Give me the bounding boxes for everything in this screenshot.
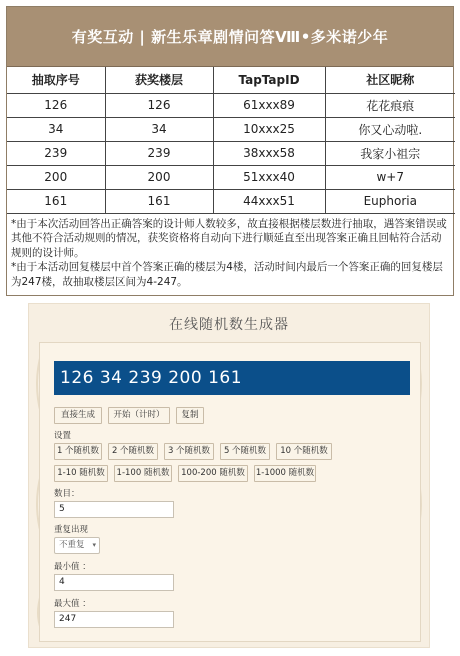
cell-nickname: Euphoria — [325, 189, 455, 213]
cell-winning-floor: 200 — [105, 165, 213, 189]
cell-taptap-id: 51xxx40 — [213, 165, 325, 189]
cell-nickname: 我家小祖宗 — [325, 141, 455, 165]
preset-1-number-button[interactable]: 1 个随机数 — [54, 443, 102, 460]
cell-nickname: w+7 — [325, 165, 455, 189]
note-paragraph-2: *由于本活动回复楼层中首个答案正确的楼层为4楼，活动时间内最后一个答案正确的回复楼层为247楼，故抽取楼层区间为4-247。 — [11, 261, 443, 288]
preset-range-1-10-button[interactable]: 1-10 随机数 — [54, 465, 108, 482]
settings-label: 设置 — [54, 431, 72, 441]
winners-table — [7, 67, 455, 214]
start-timer-button[interactable]: 开始（计时） — [108, 407, 170, 424]
banner-title: 有奖互动 | 新生乐章剧情问答Ⅷ•多米诺少年 — [71, 28, 389, 46]
copy-button[interactable]: 复制 — [176, 407, 204, 424]
random-number-generator — [28, 303, 430, 648]
cell-winning-floor: 161 — [105, 189, 213, 213]
min-label: 最小值 ： — [54, 562, 91, 572]
generator-title: 在线随机数生成器 — [169, 317, 289, 333]
cell-nickname: 你又心动啦. — [325, 117, 455, 141]
table-row — [7, 189, 455, 213]
cell-draw-number: 200 — [7, 165, 105, 189]
winner-announcement-card — [6, 6, 454, 296]
cell-winning-floor: 34 — [105, 117, 213, 141]
count-label: 数目： — [54, 489, 80, 499]
cell-draw-number: 161 — [7, 189, 105, 213]
column-header-taptap-id: TapTapID — [213, 67, 325, 93]
table-row — [7, 117, 455, 141]
cell-taptap-id: 44xxx51 — [213, 189, 325, 213]
column-header-nickname: 社区昵称 — [325, 67, 455, 93]
cell-winning-floor: 126 — [105, 93, 213, 117]
note-paragraph-1: *由于本次活动回答出正确答案的设计师人数较多，故直接根据楼层数进行抽取，遇答案错误或其他不符合活动规则的情况，获奖资格将自动向下进行顺延直至出现答案正确且回帖符合活动规则的设计师。 — [11, 217, 447, 259]
cell-winning-floor: 239 — [105, 141, 213, 165]
table-row — [7, 93, 455, 117]
preset-3-numbers-button[interactable]: 3 个随机数 — [164, 443, 214, 460]
cell-draw-number: 239 — [7, 141, 105, 165]
cell-draw-number: 34 — [7, 117, 105, 141]
chevron-down-icon: ▾ — [92, 541, 96, 549]
repeat-select[interactable] — [54, 537, 100, 554]
rules-notes — [7, 214, 453, 290]
result-display: 126 34 239 200 161 — [54, 361, 410, 395]
repeat-select-value: 不重复 — [59, 540, 85, 550]
preset-2-numbers-button[interactable]: 2 个随机数 — [108, 443, 158, 460]
preset-range-1-100-button[interactable]: 1-100 随机数 — [114, 465, 172, 482]
generate-button[interactable]: 直接生成 — [54, 407, 102, 424]
max-value-input[interactable]: 247 — [54, 611, 174, 628]
cell-nickname: 花花痕痕 — [325, 93, 455, 117]
cell-taptap-id: 61xxx89 — [213, 93, 325, 117]
preset-range-1-1000-button[interactable]: 1-1000 随机数 — [254, 465, 316, 482]
announcement-banner — [7, 7, 453, 67]
column-header-draw-number: 抽取序号 — [7, 67, 105, 93]
cell-draw-number: 126 — [7, 93, 105, 117]
table-header-row — [7, 67, 455, 93]
count-input[interactable]: 5 — [54, 501, 174, 518]
repeat-label: 重复出现 — [54, 525, 89, 535]
table-row — [7, 141, 455, 165]
preset-range-100-200-button[interactable]: 100-200 随机数 — [178, 465, 248, 482]
min-value-input[interactable]: 4 — [54, 574, 174, 591]
preset-10-numbers-button[interactable]: 10 个随机数 — [276, 443, 332, 460]
generator-panel — [39, 342, 421, 642]
preset-5-numbers-button[interactable]: 5 个随机数 — [220, 443, 270, 460]
cell-taptap-id: 38xxx58 — [213, 141, 325, 165]
table-row — [7, 165, 455, 189]
cell-taptap-id: 10xxx25 — [213, 117, 325, 141]
column-header-winning-floor: 获奖楼层 — [105, 67, 213, 93]
max-label: 最大值 ： — [54, 599, 91, 609]
